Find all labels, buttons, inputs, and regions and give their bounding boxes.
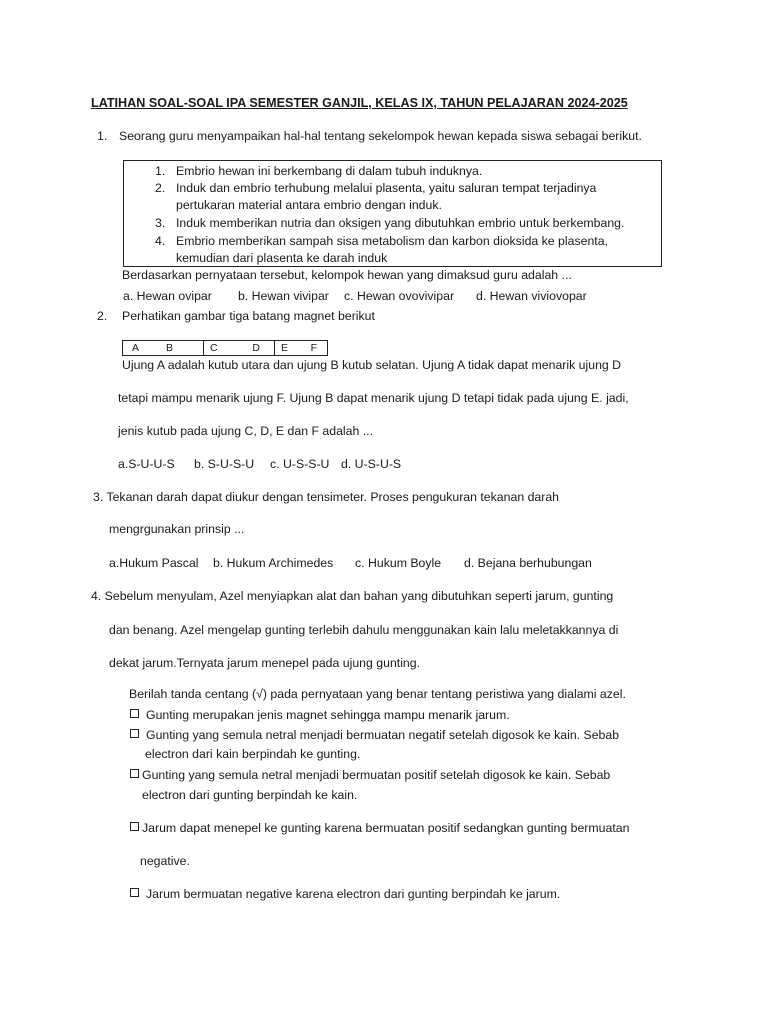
q4-choice-text: Jarum dapat menepel ke gunting karena bermuatan positif sedangkan gunting bermuatan — [142, 821, 630, 835]
q3-text-cont: mengrgunakan prinsip ... — [109, 522, 245, 536]
q4-choice-text: Gunting yang semula netral menjadi bermuatan negatif setelah digosok ke kain. Sebab — [146, 728, 620, 742]
q3-option-a: a.Hukum Pascal — [109, 556, 199, 570]
checkbox-icon[interactable] — [130, 729, 139, 738]
q2-number: 2. — [97, 309, 108, 323]
checkbox-icon[interactable] — [130, 709, 139, 718]
q1-statement-number: 3. — [155, 216, 166, 230]
q1-statement-text: Embrio memberikan sampah sisa metabolism dan karbon dioksida ke plasenta, — [176, 234, 608, 248]
q4-text-cont: dan benang. Azel mengelap gunting terlebih dahulu menggunakan kain lalu meletakkannya di — [109, 623, 619, 637]
q3-option-c: c. Hukum Boyle — [355, 556, 442, 570]
magnet-pole-label: A — [132, 342, 140, 354]
q2-text: Perhatikan gambar tiga batang magnet berikut — [122, 309, 375, 323]
q1-statement-number: 1. — [155, 164, 166, 178]
q1-statement-text: Induk dan embrio terhubung melalui plasenta, yaitu saluran tempat terjadinya — [176, 181, 597, 195]
magnet-bars — [122, 340, 328, 356]
q1-number: 1. — [97, 129, 108, 143]
q4-choice-text-cont: electron dari gunting berpindah ke kain. — [142, 788, 358, 802]
q3-text: 3. Tekanan darah dapat diukur dengan tensimeter. Proses pengukuran tekanan darah — [93, 490, 560, 504]
q4-text-cont: dekat jarum.Ternyata jarum menepel pada ujung gunting. — [109, 656, 421, 670]
q4-instruction: Berilah tanda centang (√) pada pernyataan yang benar tentang peristiwa yang dialami azel. — [129, 687, 626, 701]
magnet-bar — [203, 341, 274, 355]
magnet-pole-label: C — [210, 342, 218, 354]
q4-choice[interactable] — [130, 886, 560, 902]
q1-statement-text-cont: kemudian dari plasenta ke darah induk — [176, 251, 388, 265]
checkbox-icon[interactable] — [130, 888, 139, 897]
q2-option-a: a.S-U-U-S — [118, 457, 175, 471]
q1-option-d: d. Hewan viviovopar — [476, 289, 587, 303]
checkbox-icon[interactable] — [130, 822, 139, 831]
q4-choice-text-cont: electron dari kain berpindah ke gunting. — [145, 747, 361, 761]
q1-statement-text: Induk memberikan nutria dan oksigen yang dibutuhkan embrio untuk berkembang. — [176, 216, 625, 230]
q1-statement-text: Embrio hewan ini berkembang di dalam tubuh induknya. — [176, 164, 483, 178]
q1-statement-number: 4. — [155, 234, 166, 248]
q2-option-c: c. U-S-S-U — [270, 457, 330, 471]
q1-option-c: c. Hewan ovovivipar — [344, 289, 455, 303]
magnet-pole-label: D — [252, 342, 260, 354]
q2-line: Ujung A adalah kutub utara dan ujung B kutub selatan. Ujung A tidak dapat menarik ujung D — [122, 358, 622, 372]
magnet-pole-label: B — [165, 342, 173, 354]
q1-statement-number: 2. — [155, 181, 166, 195]
q4-text: 4. Sebelum menyulam, Azel menyiapkan alat dan bahan yang dibutuhkan seperti jarum, gunting — [91, 589, 614, 603]
magnet-pole-label: E — [281, 342, 289, 354]
q4-choice-text: Gunting merupakan jenis magnet sehingga mampu menarik jarum. — [146, 708, 510, 722]
q2-line: jenis kutub pada ujung C, D, E dan F adalah ... — [118, 424, 373, 438]
q4-choice[interactable] — [130, 727, 619, 743]
magnet-bar — [274, 341, 327, 355]
magnet-bar — [123, 341, 203, 355]
magnet-pole-label: F — [310, 342, 317, 354]
checkbox-icon[interactable] — [130, 769, 139, 778]
q3-option-b: b. Hukum Archimedes — [213, 556, 334, 570]
q1-prompt: Berdasarkan pernyataan tersebut, kelompok hewan yang dimaksud guru adalah ... — [122, 268, 572, 282]
q4-choice[interactable] — [130, 767, 610, 783]
page-title: LATIHAN SOAL-SOAL IPA SEMESTER GANJIL, KELAS IX, TAHUN PELAJARAN 2024-2025 — [91, 96, 628, 110]
q4-choice-text: Jarum bermuatan negative karena electron dari gunting berpindah ke jarum. — [146, 887, 561, 901]
q1-option-b: b. Hewan vivipar — [238, 289, 329, 303]
q4-choice[interactable] — [130, 820, 629, 836]
q2-option-d: d. U-S-U-S — [341, 457, 402, 471]
q1-option-a: a. Hewan ovipar — [123, 289, 212, 303]
q3-option-d: d. Bejana berhubungan — [464, 556, 592, 570]
q1-text: Seorang guru menyampaikan hal-hal tentang sekelompok hewan kepada siswa sebagai berikut. — [119, 129, 642, 143]
q4-choice[interactable] — [130, 707, 510, 723]
q2-line: tetapi mampu menarik ujung F. Ujung B dapat menarik ujung D tetapi tidak pada ujung E. jadi, — [118, 391, 629, 405]
q4-choice-text: Gunting yang semula netral menjadi bermuatan positif setelah digosok ke kain. Sebab — [142, 768, 611, 782]
q2-option-b: b. S-U-S-U — [194, 457, 255, 471]
q1-statement-text-cont: pertukaran material antara embrio dengan induk. — [176, 198, 442, 212]
q4-choice-text-cont: negative. — [140, 854, 190, 868]
